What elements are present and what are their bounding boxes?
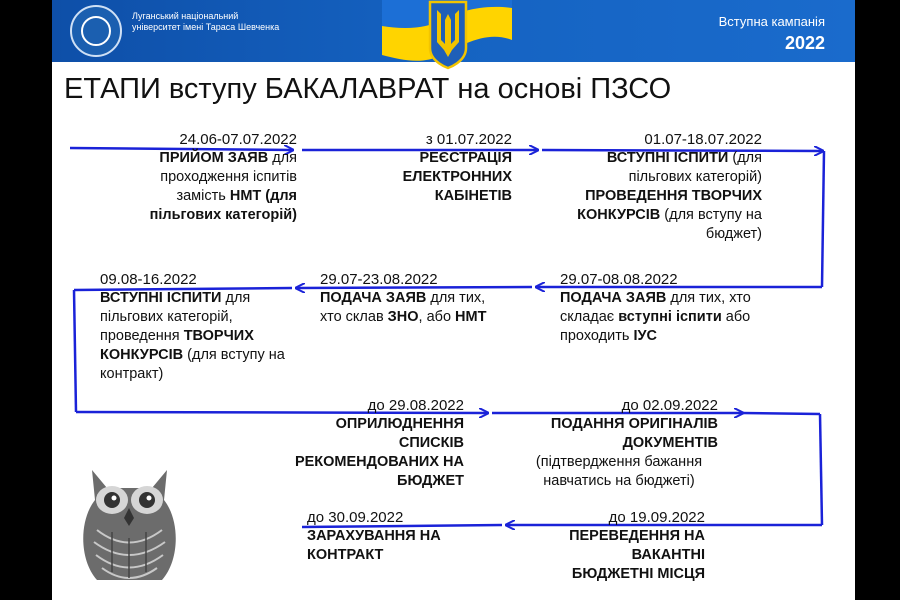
- campaign-label: Вступна кампанія: [718, 14, 825, 29]
- stage-5-title: ПОДАЧА ЗАЯВ: [320, 290, 427, 306]
- stage-2-title: РЕЄСТРАЦІЯ ЕЛЕКТРОННИХ КАБІНЕТІВ: [402, 150, 512, 204]
- stage-8-note: (підтвердження бажання навчатись на бюджеті): [535, 454, 703, 489]
- stage-3-title: ВСТУПНІ ІСПИТИ: [606, 150, 729, 166]
- stage-7-title: ОПРИЛЮДНЕННЯ СПИСКІВ РЕКОМЕНДОВАНИХ НА БЮДЖЕТ: [294, 416, 464, 489]
- stage-4: [560, 270, 755, 346]
- stage-9-title: ПЕРЕВЕДЕННЯ НА ВАКАНТНІ БЮДЖЕТНІ МІСЦЯ: [569, 528, 705, 582]
- owl-mascot-icon: [72, 460, 187, 590]
- stage-5: [320, 270, 490, 327]
- slide: [52, 0, 855, 600]
- campaign-year: 2022: [784, 33, 825, 53]
- stage-3-text: (для пільгових категорій): [628, 150, 762, 185]
- stage-10: [307, 508, 467, 565]
- stage-3-text-2: (для вступу на бюджет): [660, 207, 762, 242]
- stage-4-bold-2: ІУС: [633, 328, 657, 344]
- stage-5-text: для тих, хто склав: [320, 290, 486, 325]
- stage-6-title: ВСТУПНІ ІСПИТИ: [100, 290, 222, 306]
- stage-6: [100, 270, 290, 384]
- university-name: Луганський національний університет імені Тараса Шевченка: [132, 11, 280, 32]
- stage-8-title: ПОДАННЯ ОРИГІНАЛІВ ДОКУМЕНТІВ: [550, 416, 718, 451]
- stage-5-text-2: , або: [418, 309, 456, 325]
- stage-10-title: ЗАРАХУВАННЯ НА КОНТРАКТ: [307, 528, 441, 563]
- stage-4-bold: вступні іспити: [618, 309, 722, 325]
- stage-6-text: для пільгових категорій, проведення: [100, 290, 251, 344]
- arrow-8b: [742, 413, 820, 414]
- stage-4-title: ПОДАЧА ЗАЯВ: [560, 290, 667, 306]
- stage-8: [520, 396, 718, 491]
- page-title: ЕТАПИ вступу БАКАЛАВРАТ на основі ПЗСО: [64, 73, 672, 105]
- stage-9: [560, 508, 705, 584]
- stage-3: [562, 130, 762, 244]
- connector-right-1: [822, 151, 824, 287]
- stage-6-date: 09.08-16.2022: [100, 271, 197, 288]
- stage-2-date: з 01.07.2022: [425, 131, 512, 148]
- stage-2: [372, 130, 512, 206]
- stage-3-title-2: ПРОВЕДЕННЯ ТВОРЧИХ КОНКУРСІВ: [577, 188, 762, 223]
- connector-right-2: [820, 414, 822, 525]
- stage-6-text-2: (для вступу на контракт): [100, 347, 285, 382]
- stage-7: [284, 396, 464, 491]
- stage-1-text: для проходження іспитів замість: [160, 150, 297, 204]
- stage-1-bold: НМТ (для пільгових категорій): [149, 188, 297, 223]
- stage-5-bold: ЗНО: [387, 309, 419, 325]
- stage-4-date: 29.07-08.08.2022: [560, 271, 678, 288]
- stage-10-date: до 30.09.2022: [307, 509, 404, 526]
- stage-1-date: 24.06-07.07.2022: [179, 131, 297, 148]
- stage-1: [107, 130, 297, 225]
- stage-3-date: 01.07-18.07.2022: [644, 131, 762, 148]
- stage-5-bold-2: НМТ: [455, 309, 487, 325]
- stage-5-date: 29.07-23.08.2022: [320, 271, 438, 288]
- stage-4-text: для тих, хто складає: [560, 290, 751, 325]
- stage-1-title: ПРИЙОМ ЗАЯВ: [159, 150, 269, 166]
- stage-9-date: до 19.09.2022: [608, 509, 705, 526]
- stage-8-date: до 02.09.2022: [621, 397, 718, 414]
- stage-7-date: до 29.08.2022: [367, 397, 464, 414]
- stage-4-text-2: або проходить: [560, 309, 751, 344]
- stage-6-bold: ТВОРЧИХ КОНКУРСІВ: [100, 328, 254, 363]
- connector-left: [74, 290, 76, 412]
